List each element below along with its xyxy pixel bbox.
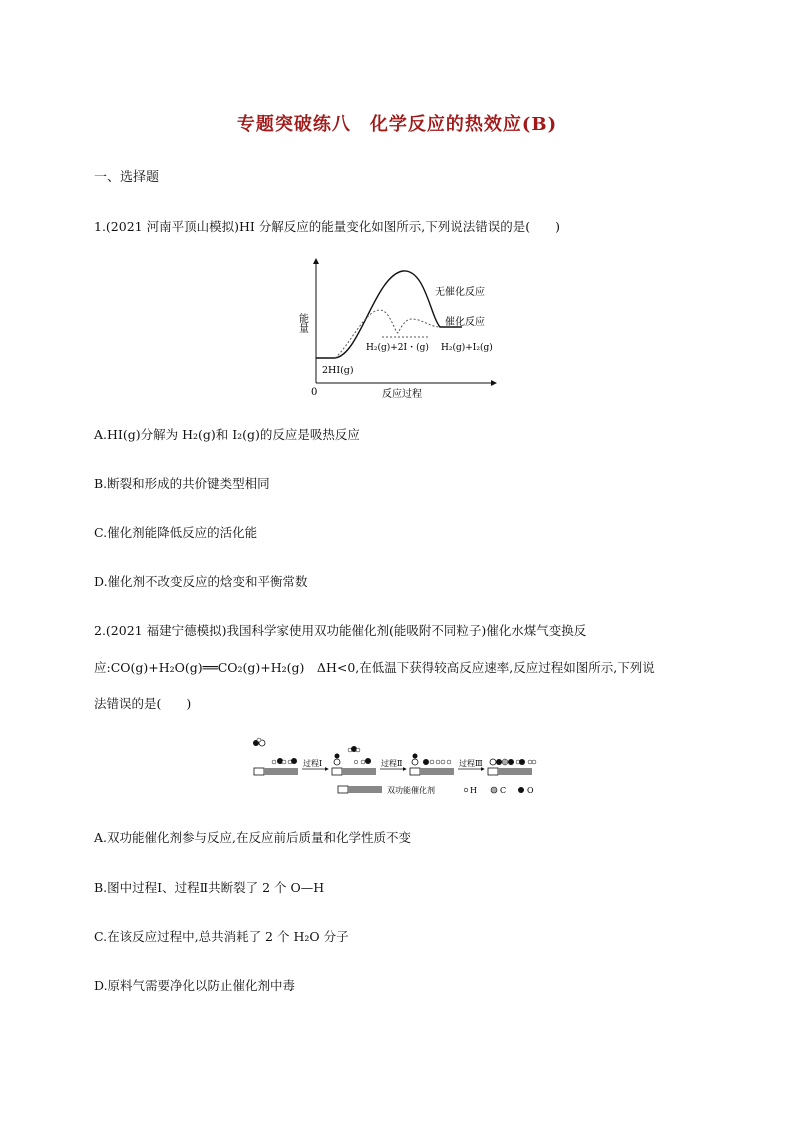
q2-option-b: B.图中过程Ⅰ、过程Ⅱ共断裂了 2 个 O—H (94, 880, 325, 895)
legend-h: H (470, 786, 477, 795)
step-1-label: 过程Ⅰ (303, 759, 323, 768)
q1-stem: 1.(2021 河南平顶山模拟)HI 分解反应的能量变化如图所示,下列说法错误的是( ) (94, 219, 561, 234)
section-heading: 一、选择题 (94, 170, 160, 185)
intermediate-label: H₂(g)+2I・(g) (366, 343, 429, 353)
q2-process-diagram (250, 735, 550, 797)
q2-stem-line1: 2.(2021 福建宁德模拟)我国科学家使用双功能催化剂(能吸附不同粒子)催化水煤气变换反 (94, 623, 587, 638)
step-2-label: 过程Ⅱ (381, 759, 403, 768)
q2-option-a: A.双功能催化剂参与反应,在反应前后质量和化学性质不变 (94, 830, 411, 845)
catalyzed-label: 催化反应 (445, 317, 485, 328)
start-label: 2HI(g) (322, 365, 354, 376)
q2-stem-line3: 法错误的是( ) (94, 696, 192, 711)
q1-option-d: D.催化剂不改变反应的焓变和平衡常数 (94, 574, 308, 589)
q2-stem-line2: 应:CO(g)+H₂O(g)══CO₂(g)+H₂(g) ΔH<0,在低温下获得较高反应速率,反应过程如图所示,下列说 (94, 660, 655, 675)
legend-c: C (500, 786, 507, 795)
y-axis-label: 能量 (296, 313, 308, 333)
uncatalyzed-label: 无催化反应 (435, 287, 485, 298)
x-axis-label: 反应过程 (382, 389, 422, 400)
q1-energy-diagram (290, 255, 510, 400)
origin-label: 0 (311, 387, 318, 398)
q2-option-c: C.在该反应过程中,总共消耗了 2 个 H₂O 分子 (94, 929, 349, 944)
q1-option-c: C.催化剂能降低反应的活化能 (94, 525, 258, 540)
page-title: 专题突破练八 化学反应的热效应(B) (236, 114, 558, 135)
q1-option-a: A.HI(g)分解为 H₂(g)和 I₂(g)的反应是吸热反应 (94, 427, 360, 442)
q2-option-d: D.原料气需要净化以防止催化剂中毒 (94, 978, 296, 993)
product-label: H₂(g)+I₂(g) (441, 343, 493, 353)
q1-option-b: B.断裂和形成的共价键类型相同 (94, 476, 270, 491)
step-3-label: 过程Ⅲ (459, 759, 483, 768)
legend-o: O (527, 786, 534, 795)
legend-catalyst: 双功能催化剂 (387, 786, 435, 795)
